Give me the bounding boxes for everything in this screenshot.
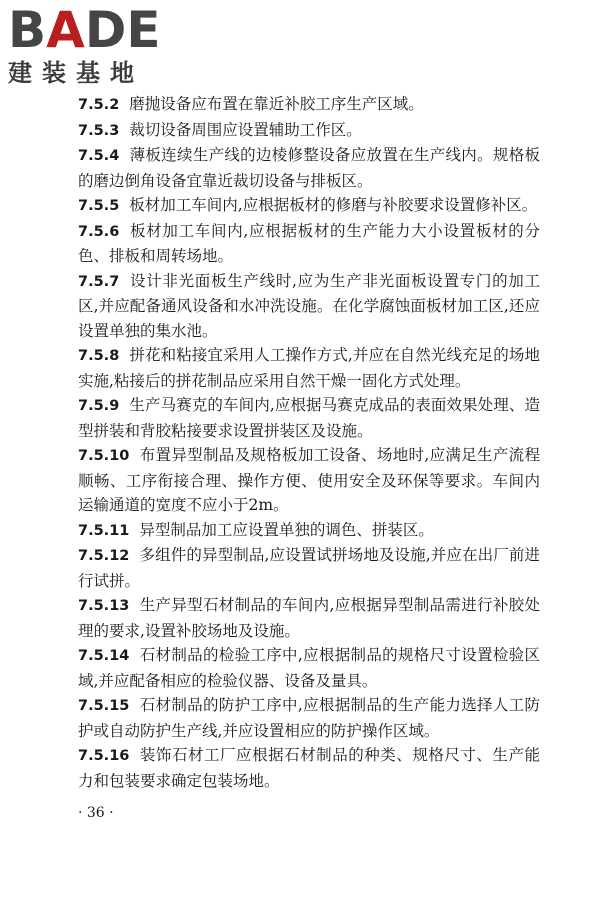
clause-7-5-16 [78,743,540,793]
clause-number: 7.5.7 [78,273,120,290]
clause-text: 板材加工车间内,应根据板材的生产能力大小设置板材的分色、排板和周转场地。 [78,221,540,265]
clause-text: 石材制品的检验工序中,应根据制品的规格尺寸设置检验区域,并应配备相应的检验仪器、设备及量具。 [78,646,540,690]
clause-text: 生产异型石材制品的车间内,应根据异型制品需进行补胶处理的要求,设置补胶场地及设施。 [78,596,540,640]
clause-7-5-6 [78,219,540,269]
clause-text: 设计非光面板生产线时,应为生产非光面板设置专门的加工区,并应配备通风设备和水冲洗设施。在化学腐蚀面板材加工区,还应设置单独的集水池。 [78,271,540,340]
bade-logo [8,1,178,90]
clause-text: 异型制品加工应设置单独的调色、拼装区。 [139,520,434,539]
clause-text: 裁切设备周围应设置辅助工作区。 [129,120,362,139]
logo-subtitle: 建装基地 [8,59,144,87]
clause-number: 7.5.14 [78,648,130,664]
clause-text: 板材加工车间内,应根据板材的修磨与补胶要求设置修补区。 [129,196,538,214]
document-body [78,92,540,793]
clause-7-5-3 [78,118,540,144]
clause-7-5-7 [78,269,540,344]
clause-7-5-8 [78,343,540,393]
clause-7-5-13 [78,593,540,643]
clause-text: 多组件的异型制品,应设置试拼场地及设施,并应在出厂前进行试拼。 [78,546,540,590]
clause-number: 7.5.4 [78,148,120,164]
clause-7-5-10 [78,443,540,518]
clause-number: 7.5.2 [78,97,120,113]
clause-7-5-2 [78,92,540,118]
clause-number: 7.5.9 [78,398,120,414]
clause-number: 7.5.11 [78,522,130,539]
logo-letter-accent: A [46,1,85,59]
logo-wordmark [8,1,178,59]
clause-7-5-5 [78,193,540,219]
clause-7-5-14 [78,643,540,693]
clause-text: 拼花和粘接宜采用人工操作方式,并应在自然光线充足的场地实施,粘接后的拼花制品应采用自然干燥一固化方式处理。 [78,346,540,390]
clause-text: 薄板连续生产线的边棱修整设备应放置在生产线内。规格板的磨边倒角设备宜靠近裁切设备与排板区。 [78,146,540,190]
clause-7-5-11 [78,518,540,544]
clause-number: 7.5.3 [78,122,120,139]
clause-number: 7.5.5 [78,198,120,214]
clause-number: 7.5.13 [78,598,130,614]
clause-number: 7.5.6 [78,223,120,240]
clause-number: 7.5.10 [78,448,130,464]
clause-7-5-12 [78,543,540,593]
clause-number: 7.5.12 [78,548,130,564]
clause-text: 布置异型制品及规格板加工设备、场地时,应满足生产流程顺畅、工序衔接合理、操作方便、使用安全及环保等要求。车间内运输通道的宽度不应小于2m。 [78,446,540,514]
page-number: · 36 · [78,805,114,821]
clause-number: 7.5.16 [78,748,130,764]
clause-text: 生产马赛克的车间内,应根据马赛克成品的表面效果处理、造型拼装和背胶粘接要求设置拼装区及设施。 [78,396,540,440]
clause-text: 石材制品的防护工序中,应根据制品的生产能力选择人工防护或自动防护生产线,并应设置相应的防护操作区域。 [78,696,540,740]
clause-7-5-15 [78,693,540,743]
clause-7-5-4 [78,143,540,193]
clause-number: 7.5.15 [78,698,130,714]
clause-7-5-9 [78,393,540,443]
clause-number: 7.5.8 [78,348,120,364]
logo-letters-prefix: B [8,1,47,59]
clause-text: 装饰石材工厂应根据石材制品的种类、规格尺寸、生产能力和包装要求确定包装场地。 [78,746,540,790]
clause-text: 磨抛设备应布置在靠近补胶工序生产区域。 [129,95,424,113]
logo-letters-suffix: DE [84,1,161,59]
